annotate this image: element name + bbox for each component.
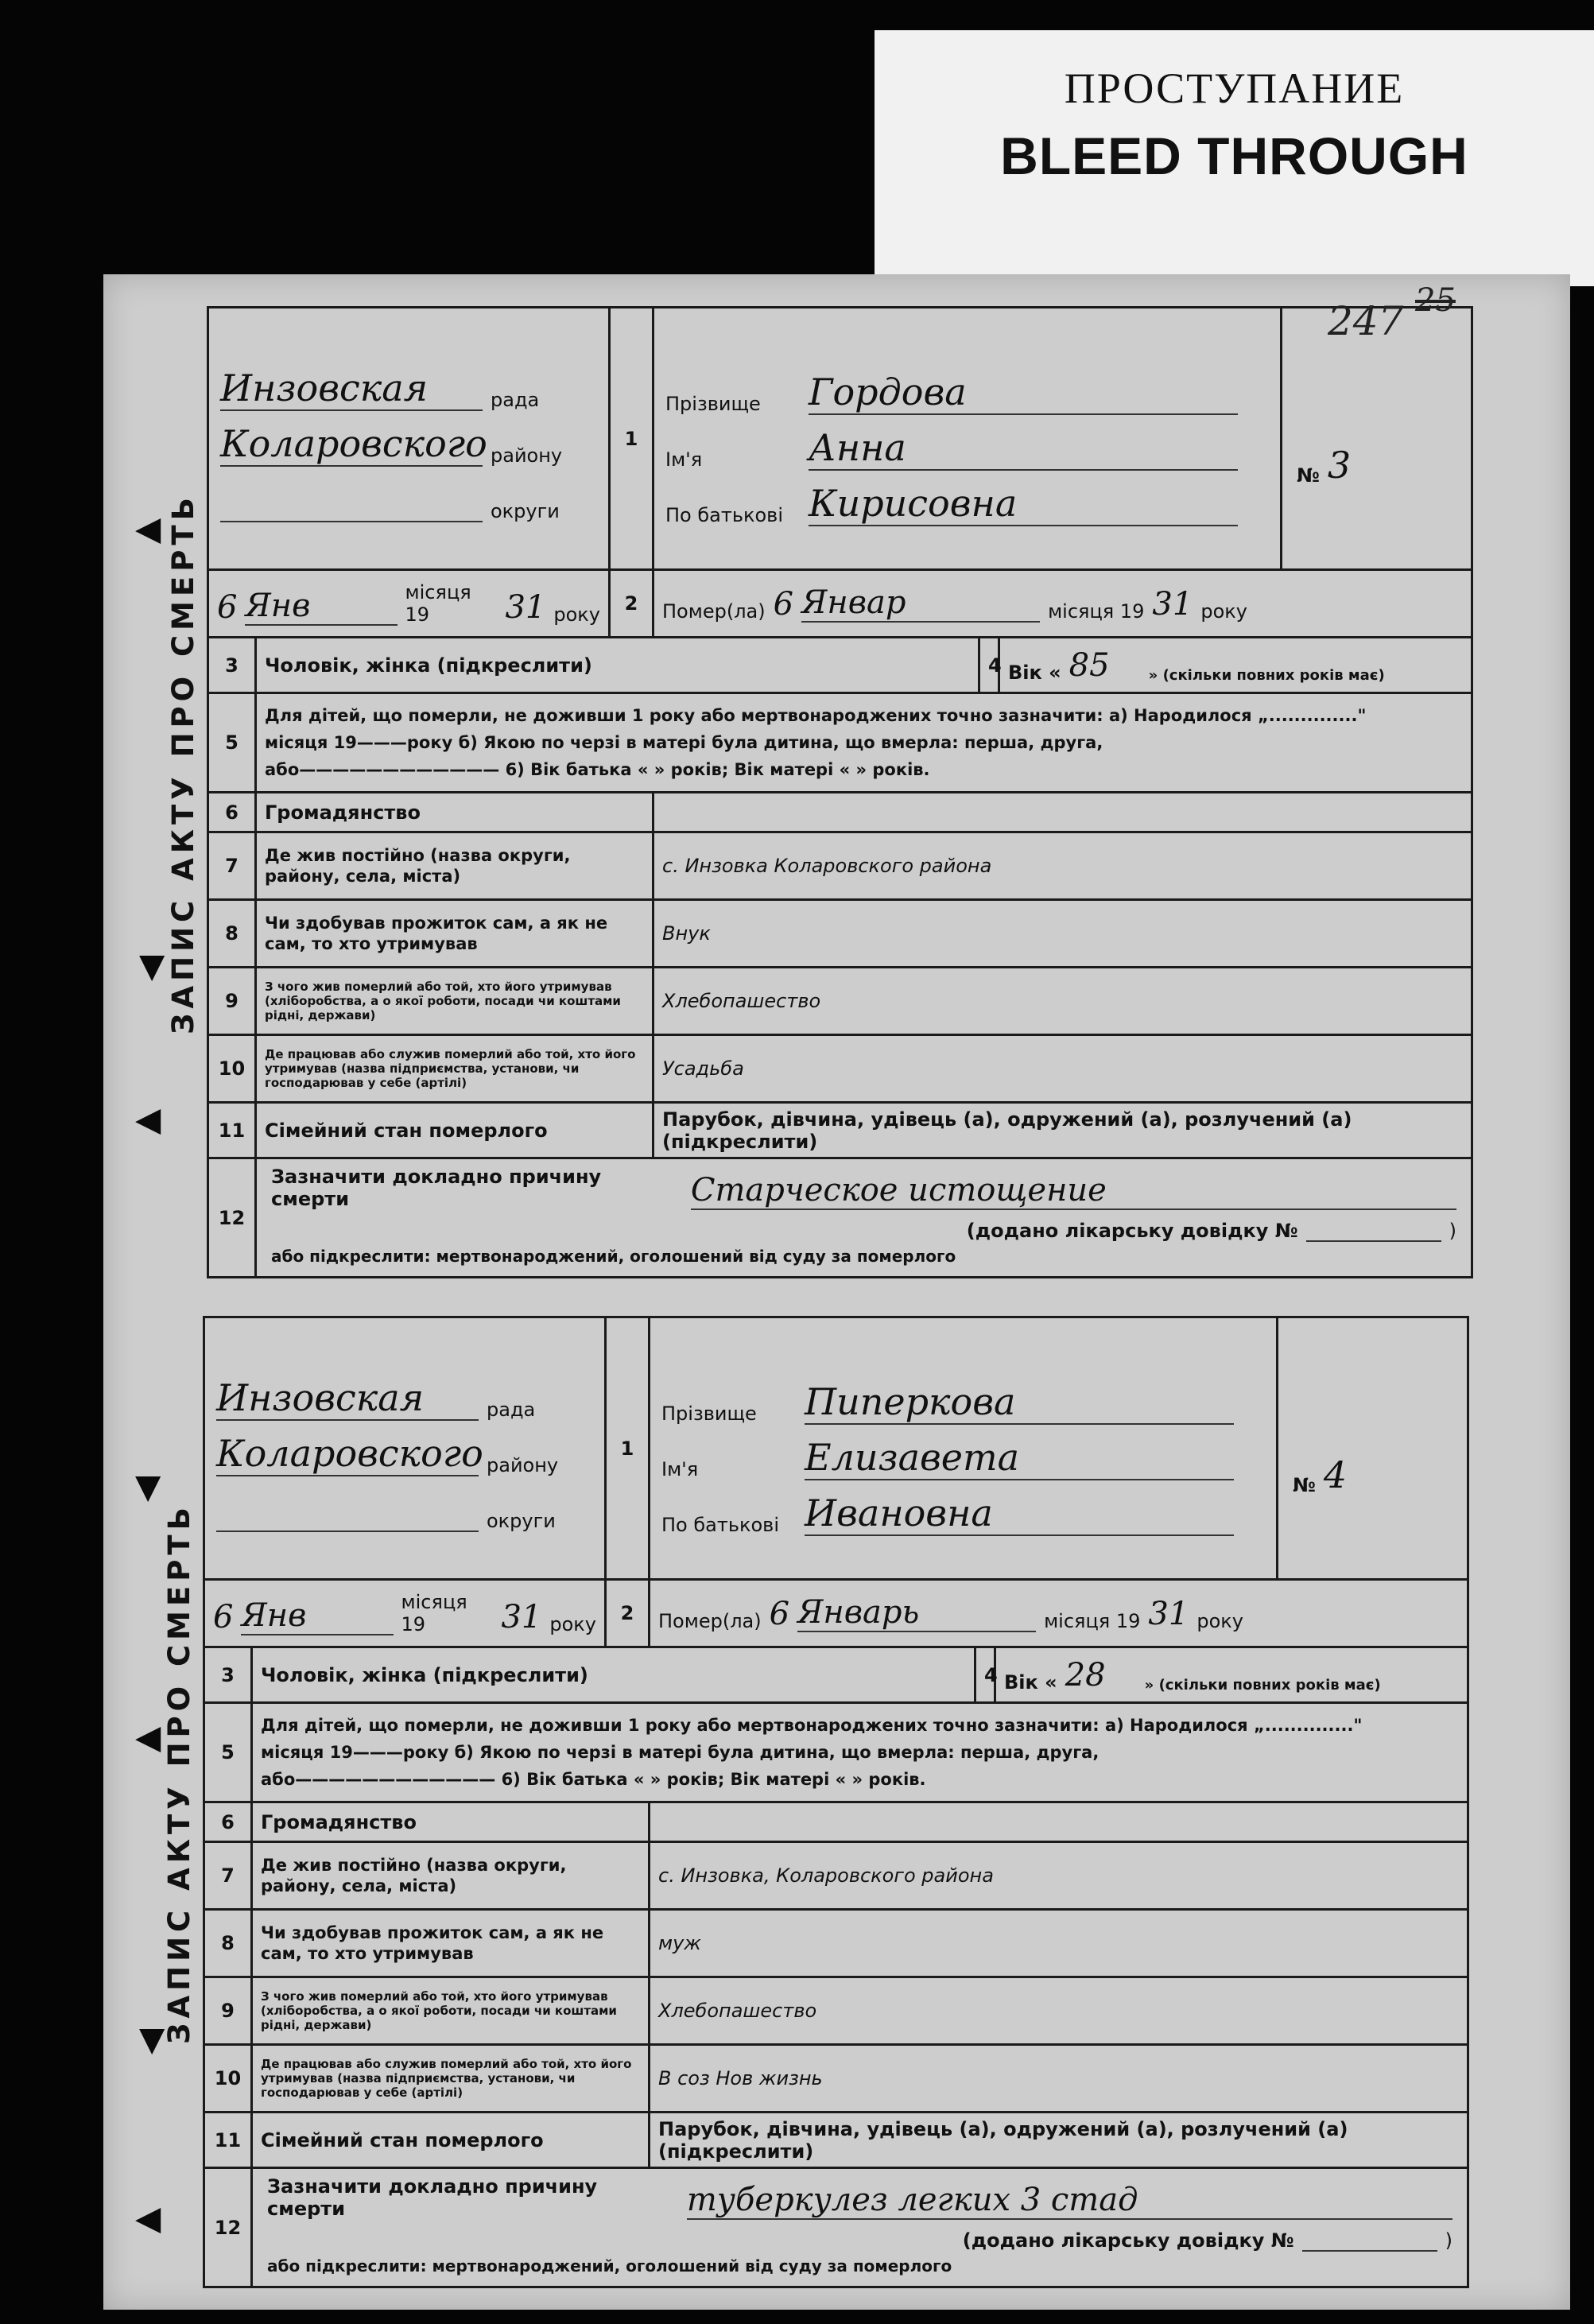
record-table [207,306,1473,1278]
cause-value: Старческое истощение [691,1172,1456,1210]
children-line-2: місяця 19———року б) Якою по черзі в матері була дитина, що вмерла: перша, друга, [261,1743,1100,1762]
death-record-1 [165,282,1471,1278]
patronymic-label: По батькові [665,503,783,526]
row-number: 6 [208,793,256,832]
row-number: 4 [975,1647,995,1703]
death-record-2 [161,1316,1467,2288]
punch-hole: ▼ [135,1467,161,1506]
row-number: 5 [204,1703,252,1802]
name-value: Елизавета [805,1436,1234,1480]
patronymic-value: Кирисовна [809,482,1238,526]
punch-hole: ◀ [135,2198,161,2237]
income-source-value: Хлебопашество [654,968,1472,1035]
row-number: 6 [204,1802,252,1842]
stamp-en: BLEED THROUGH [1000,126,1468,185]
year-label: року [1200,600,1247,623]
surname-label: Прізвище [665,392,761,415]
death-day: 6 [769,1596,790,1632]
okrug-label: округи [487,1509,556,1532]
row-number: 7 [204,1842,252,1910]
children-line-1: Для дітей, що померли, не доживши 1 року або мертвонароджених точно зазначити: а) Народилося „.............." [265,706,1367,725]
death-day: 6 [773,586,794,623]
registry-cell [208,308,610,570]
row-number: 9 [204,1977,252,2045]
income-source-label: З чого жив померлий або той, хто його утримував (хліборобства, а о якої роботи, посади чи коштами рідні, держави) [256,968,654,1035]
children-line-1: Для дітей, що померли, не доживши 1 року або мертвонароджених точно зазначити: а) Народилося „.............." [261,1716,1363,1735]
okrug-label: округи [491,499,560,522]
cert-number [1306,1240,1441,1242]
corner-number-old: 25 [1415,282,1456,319]
okrug-value [216,1531,479,1532]
death-month: Январь [797,1594,1036,1632]
record-number: 4 [1323,1453,1348,1496]
death-date-cell [654,570,1472,638]
children-cell [252,1703,1468,1802]
raion-label: району [487,1453,559,1476]
number-label: № [1293,1473,1316,1496]
raion-value: Коларовского [216,1431,483,1475]
number-cell [1278,1317,1468,1580]
row-number: 10 [208,1035,256,1103]
side-title: ЗАПИС АКТУ ПРО СМЕРТЬ [165,492,200,1034]
surname-value: Гордова [809,371,1238,415]
workplace-label: Де працював або служив померлий або той, хто його утримував (назва підприємства, установи, чи господарював у себе (артілі) [252,2045,650,2113]
number-label: № [1297,464,1320,487]
marital-options: Парубок, дівчина, удівець (а), одружений (а), розлучений (а) (підкреслити) [650,2113,1468,2168]
cause-cell: Зазначити докладно причину смерти туберкулез легких 3 стад (додано лікарську довідку № ) або підкреслити: мертвонароджений, оголошений від суду за померлого [252,2168,1468,2287]
age-suffix: » (скільки повних років має) [1148,666,1385,684]
surname-value: Пиперкова [805,1380,1234,1425]
age-cell [995,1647,1468,1703]
month-label: місяця 19 [405,581,471,626]
raion-label: району [491,444,563,467]
registry-cell [204,1317,606,1580]
year-label: року [549,1613,596,1635]
age-cell [999,638,1472,693]
month-label: місяця 19 [1044,1610,1141,1632]
cert-number [1302,2250,1437,2252]
workplace-value: В соз Нов жизнь [650,2045,1468,2113]
punch-hole: ◀ [135,1717,161,1756]
year-label: року [553,603,600,626]
reg-month: Янв [245,588,397,626]
income-source-label: З чого жив померлий або той, хто його утримував (хліборобства, а о якої роботи, посади чи коштами рідні, держави) [252,1977,650,2045]
month-label: місяця 19 [401,1591,467,1635]
age-suffix: » (скільки повних років має) [1144,1676,1381,1694]
children-cell [256,693,1472,793]
reg-month: Янв [241,1597,393,1635]
marital-label: Сімейний стан померлого [256,1103,654,1158]
residence-label: Де жив постійно (назва округи, району, села, міста) [256,832,654,900]
residence-value: с. Инзовка Коларовского района [654,832,1472,900]
row-number: 7 [208,832,256,900]
name-cell [654,308,1282,570]
row-number: 9 [208,968,256,1035]
marital-label: Сімейний стан померлого [252,2113,650,2168]
punch-hole: ◀ [135,509,161,548]
year-label: року [1196,1610,1243,1632]
died-label: Помер(ла) [662,600,766,623]
registration-date-cell [208,570,610,638]
livelihood-value: муж [650,1910,1468,1977]
cause-cell: Зазначити докладно причину смерти Старческое истощение (додано лікарську довідку № ) або підкреслити: мертвонароджений, оголошений від суду за померлого [256,1158,1472,1278]
workplace-value: Усадьба [654,1035,1472,1103]
cert-label: (додано лікарську довідку № [966,1219,1298,1242]
death-year: 31 [1152,586,1193,623]
row-number: 4 [979,638,999,693]
surname-label: Прізвище [661,1402,757,1425]
sex-cell: Чоловік, жінка (підкреслити) [252,1647,975,1703]
stillborn-label: або підкреслити: мертвонароджений, оголошений від суду за померлого [271,1246,956,1266]
marital-options: Парубок, дівчина, удівець (а), одружений (а), розлучений (а) (підкреслити) [654,1103,1472,1158]
corner-number: 247 [1328,298,1404,344]
name-label: Ім'я [665,448,703,471]
children-line-3: або———————————— 6) Вік батька « » років; Вік матері « » років. [261,1770,926,1789]
row-number: 12 [208,1158,256,1278]
livelihood-label: Чи здобував прожиток сам, а як не сам, то хто утримував [252,1910,650,1977]
age-value: 28 [1065,1656,1106,1694]
row-number: 1 [610,308,654,570]
age-value: 85 [1068,646,1110,684]
livelihood-value: Внук [654,900,1472,968]
row-number: 8 [208,900,256,968]
row-number: 8 [204,1910,252,1977]
punch-hole: ◀ [135,1100,161,1139]
row-number: 12 [204,2168,252,2287]
registration-date-cell [204,1580,606,1647]
cause-label: Зазначити докладно причину смерти [271,1165,602,1210]
reg-year: 31 [501,1599,542,1635]
name-label: Ім'я [661,1457,699,1480]
age-label: Вік « [1004,1670,1057,1694]
citizenship-value [650,1802,1468,1842]
punch-hole: ▼ [139,946,165,985]
workplace-label: Де працював або служив померлий або той, хто його утримував (назва підприємства, установи, чи господарював у себе (артілі) [256,1035,654,1103]
patronymic-value: Ивановна [805,1492,1234,1536]
citizenship-label: Громадянство [252,1802,650,1842]
rada-value: Инзовская [220,367,483,411]
record-number: 3 [1327,443,1352,487]
income-source-value: Хлебопашество [650,1977,1468,2045]
row-number: 2 [610,570,654,638]
reg-day: 6 [213,1599,234,1635]
age-label: Вік « [1008,661,1061,684]
cause-value: туберкулез легких 3 стад [687,2182,1452,2220]
row-number: 11 [208,1103,256,1158]
reg-day: 6 [217,589,238,626]
stamp-ru: ПРОСТУПАНИЕ [1064,64,1405,112]
livelihood-label: Чи здобував прожиток сам, а як не сам, то хто утримував [256,900,654,968]
residence-label: Де жив постійно (назва округи, району, села, міста) [252,1842,650,1910]
reg-year: 31 [505,589,546,626]
cert-label: (додано лікарську довідку № [962,2229,1294,2252]
side-title: ЗАПИС АКТУ ПРО СМЕРТЬ [161,1502,196,2044]
rada-label: рада [487,1398,536,1421]
children-line-2: місяця 19———року б) Якою по черзі в матері була дитина, що вмерла: перша, друга, [265,733,1103,752]
row-number: 2 [606,1580,650,1647]
cause-label: Зазначити докладно причину смерти [267,2175,598,2220]
row-number: 5 [208,693,256,793]
okrug-value [220,521,483,522]
citizenship-label: Громадянство [256,793,654,832]
residence-value: с. Инзовка, Коларовского района [650,1842,1468,1910]
sex-cell: Чоловік, жінка (підкреслити) [256,638,979,693]
name-cell [650,1317,1278,1580]
stillborn-label: або підкреслити: мертвонароджений, оголошений від суду за померлого [267,2256,952,2276]
rada-value: Инзовская [216,1376,479,1421]
children-line-3: або———————————— 6) Вік батька « » років; Вік матері « » років. [265,760,930,779]
patronymic-label: По батькові [661,1513,779,1536]
record-table [203,1316,1469,2288]
row-number: 1 [606,1317,650,1580]
raion-value: Коларовского [220,421,487,465]
death-date-cell [650,1580,1468,1647]
citizenship-value [654,793,1472,832]
row-number: 10 [204,2045,252,2113]
death-month: Январ [801,584,1040,623]
row-number: 3 [204,1647,252,1703]
row-number: 11 [204,2113,252,2168]
death-year: 31 [1148,1596,1189,1632]
row-number: 3 [208,638,256,693]
punch-hole: ▼ [139,2019,165,2058]
name-value: Анна [809,426,1238,471]
died-label: Помер(ла) [658,1610,762,1632]
number-cell [1282,308,1472,570]
bleed-through-label [875,30,1594,286]
rada-label: рада [491,388,540,411]
month-label: місяця 19 [1048,600,1145,623]
